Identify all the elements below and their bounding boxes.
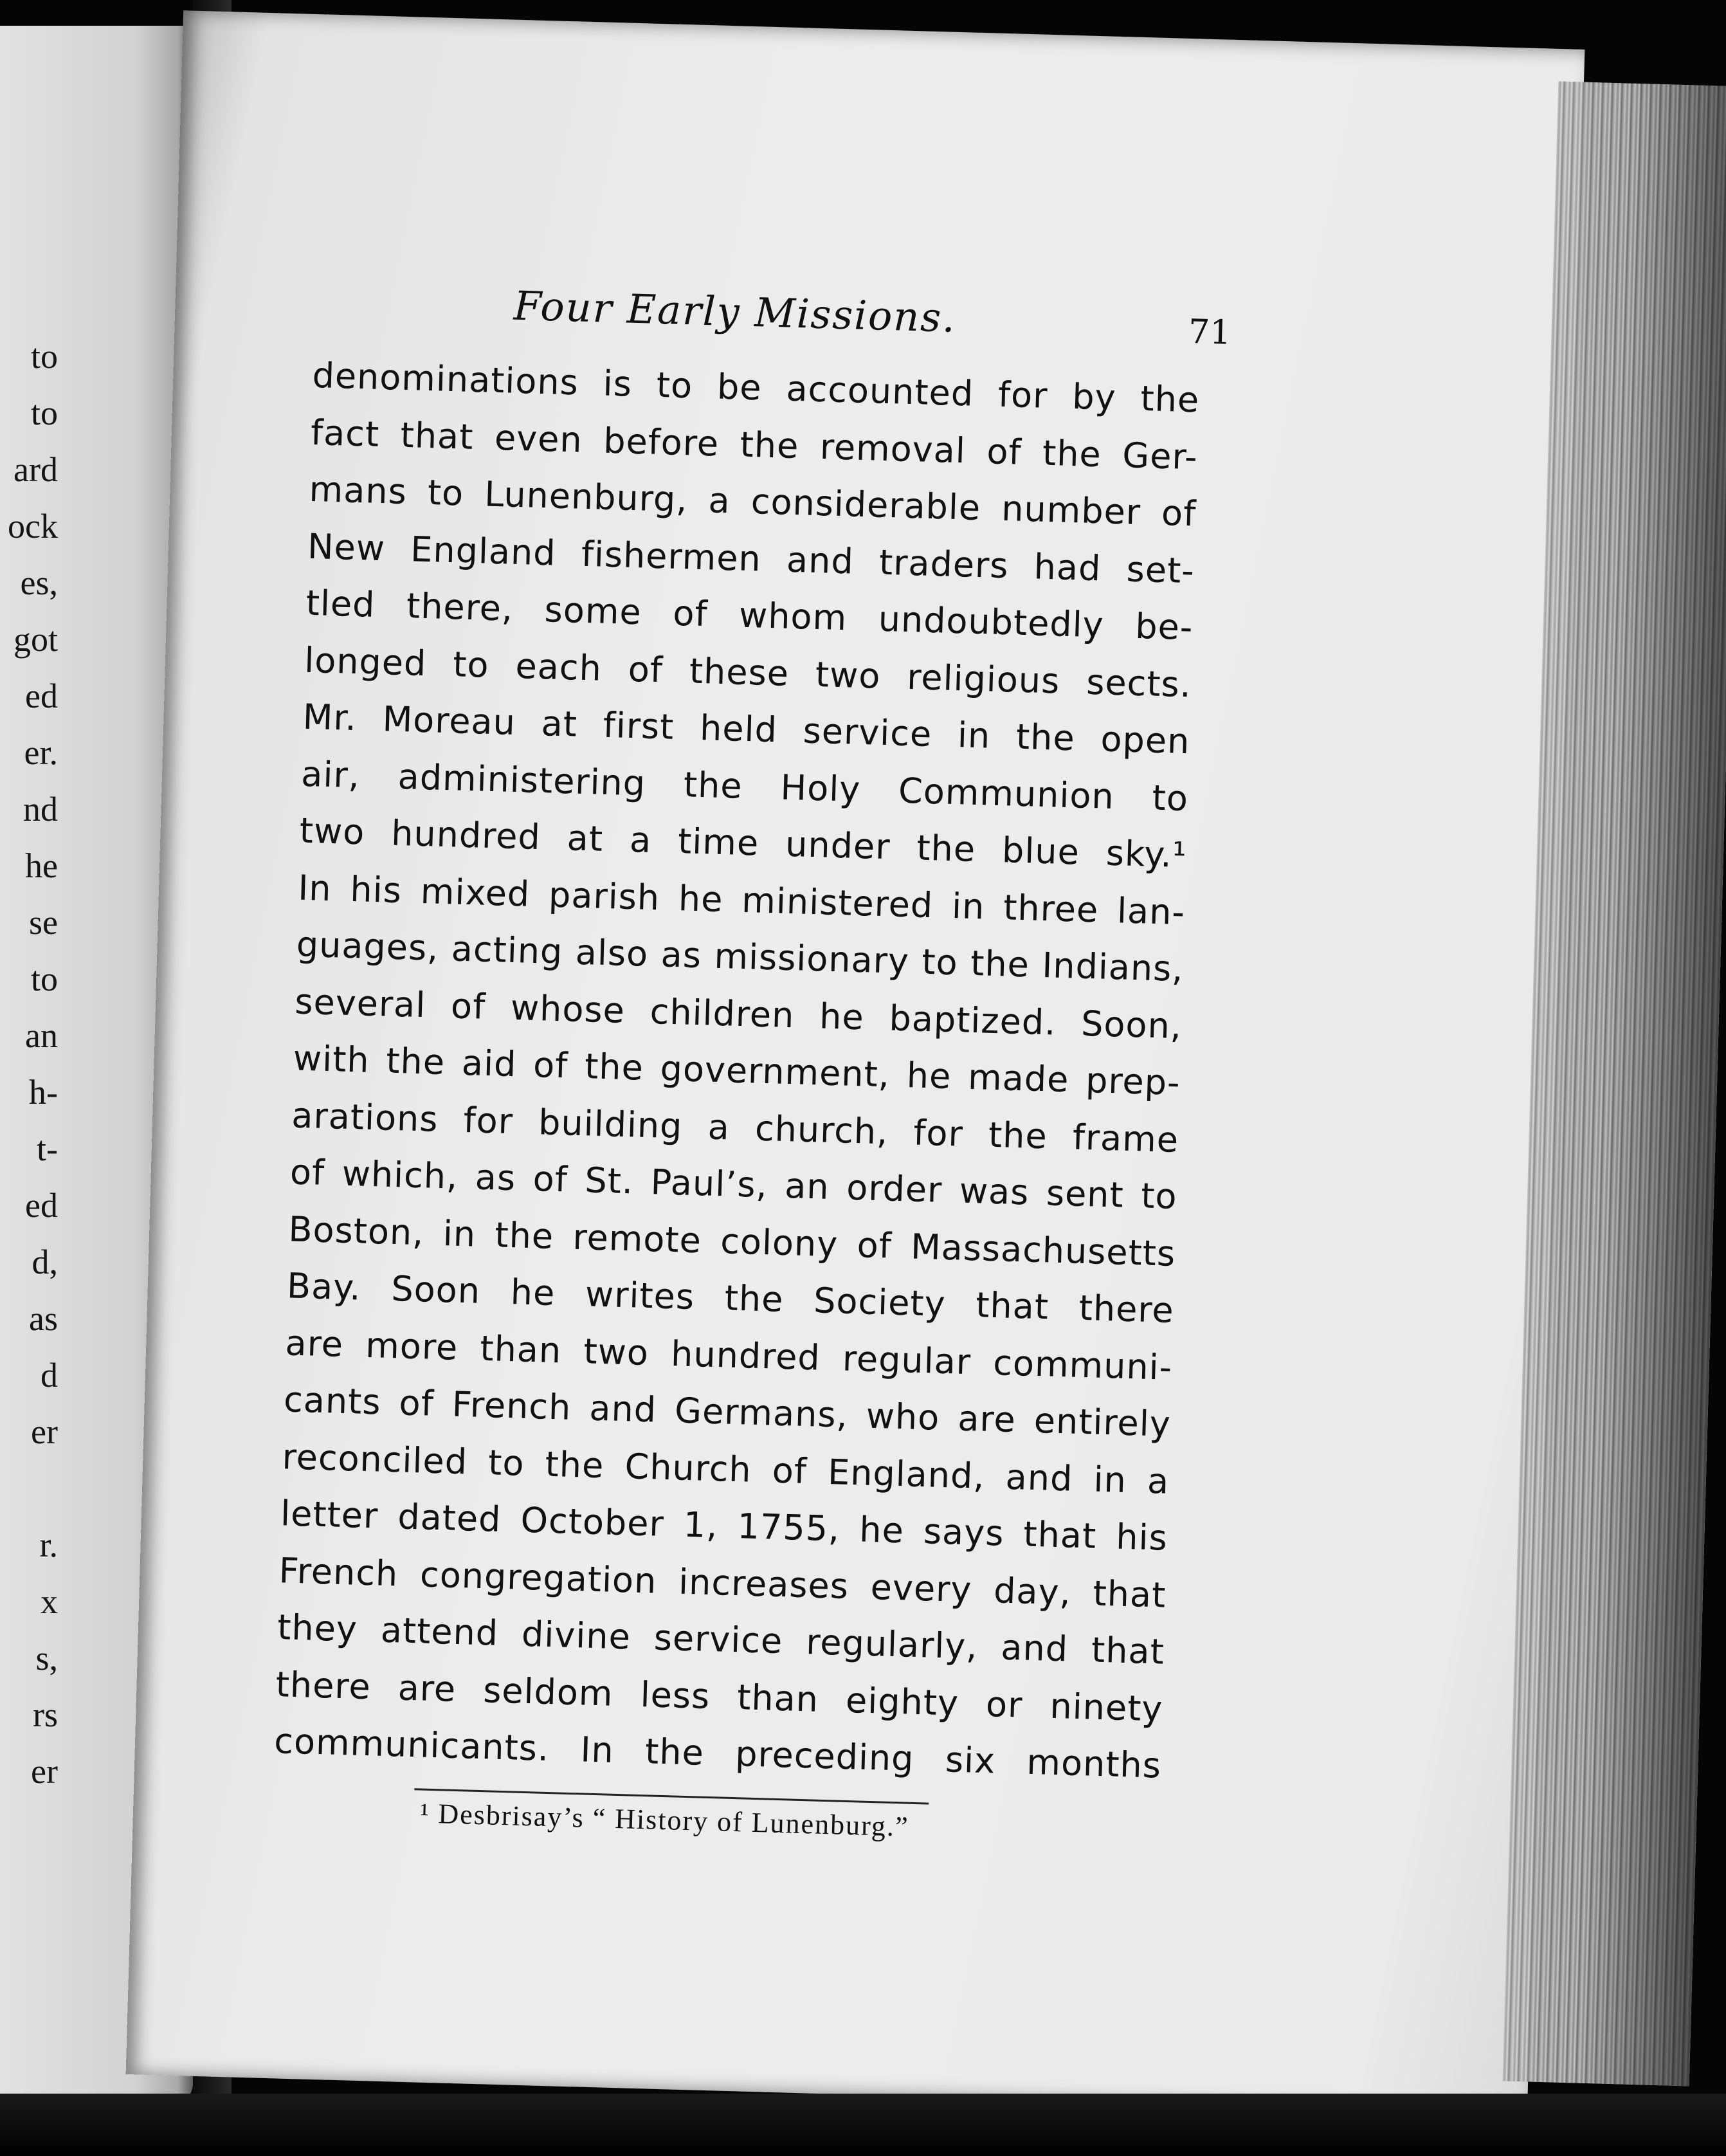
text-line: longed to each of these two religious sects. (304, 639, 1192, 705)
left-line: er (31, 1752, 58, 1791)
left-line: to (30, 960, 58, 998)
text-line: tled there, some of whom undoubtedly be- (305, 582, 1194, 648)
text-line: fact that even before the removal of the Ger- (310, 412, 1199, 477)
left-line: t- (37, 1129, 58, 1168)
left-line: s, (35, 1639, 58, 1677)
left-line: got (13, 620, 58, 659)
left-line: ed (25, 677, 58, 715)
text-line: several of whose children he baptized. Soon, (294, 981, 1183, 1046)
left-line: er (31, 1412, 58, 1451)
left-line: r. (39, 1526, 58, 1564)
left-line: an (25, 1016, 58, 1055)
text-line: In his mixed parish he ministered in three lan- (297, 867, 1186, 933)
bottom-shadow (0, 2094, 1726, 2156)
text-line: French congregation increases every day, that (278, 1549, 1167, 1616)
running-title: Four Early Missions. (513, 282, 957, 342)
text-line: mans to Lunenburg, a considerable number of (308, 468, 1197, 534)
body-text (273, 347, 1239, 1796)
text-line: Boston, in the remote colony of Massachusetts (287, 1208, 1176, 1274)
left-line: ed (25, 1186, 58, 1225)
left-line: as (29, 1299, 58, 1338)
left-line: to (30, 337, 58, 376)
text-line: are more than two hundred regular communi- (284, 1322, 1174, 1388)
text-line: letter dated October 1, 1755, he says that his (280, 1493, 1168, 1558)
left-line: x (41, 1582, 58, 1621)
text-line: Mr. Moreau at first held service in the open (302, 696, 1191, 762)
left-line: es, (20, 563, 58, 602)
text-line: Bay. Soon he writes the Society that there (286, 1265, 1175, 1331)
left-line: nd (23, 790, 58, 828)
left-page-text (0, 328, 58, 1800)
page-text-block (272, 277, 1241, 1851)
left-line: er. (24, 733, 58, 772)
text-line: reconciled to the Church of England, and in a (281, 1436, 1170, 1502)
left-line: se (29, 903, 58, 942)
text-line: guages, acting also as missionary to the Indians, (296, 924, 1185, 990)
left-line: to (30, 394, 58, 432)
text-line: communicants. In the preceding six months (273, 1721, 1162, 1786)
footnote: ¹ Desbrisay’s “ History of Lunenburg.” (419, 1797, 910, 1843)
left-line: d, (32, 1243, 58, 1281)
left-line: he (25, 846, 58, 885)
text-line: with the aid of the government, he made prep- (293, 1037, 1181, 1104)
page-number: 71 (1188, 312, 1232, 352)
text-line: of which, as of St. Paul’s, an order was sent to (289, 1151, 1178, 1217)
text-line: cants of French and Germans, who are entirely (283, 1379, 1172, 1445)
text-line: two hundred at a time under the blue sky.¹ (299, 810, 1188, 876)
text-line: air, administering the Holy Communion to (300, 753, 1189, 819)
left-line: rs (33, 1695, 58, 1734)
text-line: there are seldom less than eighty or ninety (275, 1663, 1164, 1730)
left-line: ard (14, 450, 58, 489)
left-line: ock (8, 507, 58, 545)
text-line: arations for building a church, for the frame (291, 1095, 1179, 1160)
text-line: they attend divine service regularly, and that (277, 1607, 1165, 1672)
text-line: denominations is to be accounted for by the (311, 354, 1201, 421)
left-line (0, 1460, 58, 1517)
left-line: h- (29, 1073, 58, 1111)
left-line: d (41, 1356, 58, 1394)
text-line: New England fishermen and traders had set- (307, 525, 1195, 591)
